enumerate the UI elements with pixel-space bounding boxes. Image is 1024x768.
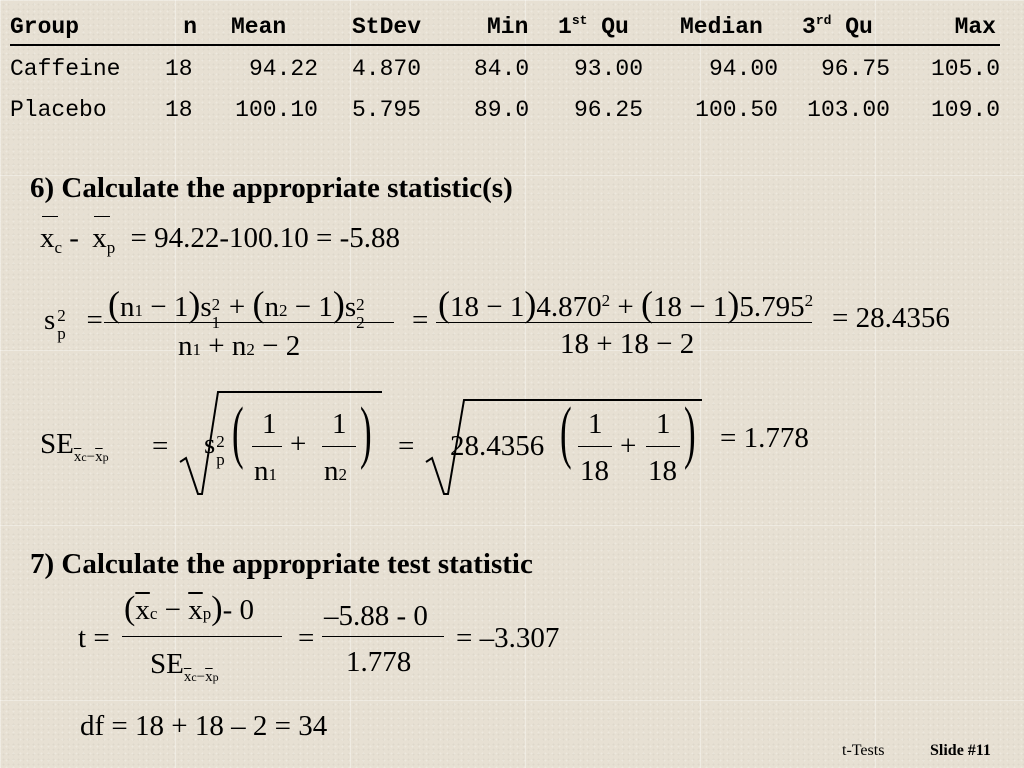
footer-section-title: t-Tests	[842, 742, 885, 759]
fraction-bar	[252, 446, 282, 447]
right-paren: )	[684, 394, 696, 471]
footer-slide-number: Slide #11	[930, 742, 991, 759]
left-paren: (	[560, 394, 572, 471]
header-min: Min	[487, 14, 529, 40]
mean-difference-equation: $x_c$ - $x_p = 94.22-100.10 = -5.88$	[40, 222, 400, 258]
header-max: Max	[954, 14, 996, 40]
cell-q1: 96.25	[574, 97, 644, 123]
standard-error-result: = 1.778	[720, 422, 809, 454]
header-mean: Mean	[231, 14, 287, 40]
t-numeric-denominator: 1.778	[346, 646, 412, 678]
cell-median: 100.50	[695, 97, 778, 123]
cell-max: 105.0	[930, 56, 1000, 82]
fraction-bar	[322, 446, 356, 447]
left-paren: (	[232, 394, 244, 471]
pooled-numeric-denominator: 18 + 18 − 2	[560, 328, 695, 360]
fraction-bar	[436, 322, 812, 323]
cell-stdev: 4.870	[352, 56, 422, 82]
cell-n: 18	[165, 56, 193, 82]
header-median: Median	[680, 14, 763, 40]
table-row-caffeine	[10, 52, 1000, 93]
pooled-variance-result: = 28.4356	[832, 302, 950, 334]
cell-q1: 93.00	[574, 56, 644, 82]
summary-stats-table	[10, 12, 1000, 134]
t-denominator: $SE_{\overline{x}c-\overline{x}p}$	[150, 648, 219, 685]
fraction-bar	[578, 446, 612, 447]
right-paren: )	[360, 394, 372, 471]
pooled-numeric-numerator: $(18 - 1)4.870^2 + (18 - 1)5.795^2$	[438, 284, 814, 324]
table-row-placebo	[10, 93, 1000, 134]
header-q3: 3rd Qu	[802, 13, 873, 40]
fraction-bar	[322, 636, 444, 637]
pooled-numerator: (n1 − 1)s 2 1 + (n2 − 1)s 2 2	[108, 284, 365, 332]
cell-min: 89.0	[474, 97, 530, 123]
step7-heading: 7) Calculate the appropriate test statistic	[30, 548, 533, 580]
header-group: Group	[10, 14, 80, 40]
step6-heading: 6) Calculate the appropriate statistic(s)	[30, 172, 513, 204]
cell-min: 84.0	[474, 56, 530, 82]
cell-median: 94.00	[708, 56, 778, 82]
cell-q3: 103.00	[807, 97, 890, 123]
fraction-bar	[104, 322, 394, 323]
cell-q3: 96.75	[820, 56, 890, 82]
cell-group: Placebo	[10, 97, 107, 123]
degrees-of-freedom: df = 18 + 18 – 2 = 34	[80, 710, 328, 742]
header-q1: 1st Qu	[558, 13, 629, 40]
cell-max: 109.0	[930, 97, 1000, 123]
t-statistic-result: = –3.307	[456, 622, 560, 654]
fraction-bar	[122, 636, 282, 637]
t-numerator: $(\overline{x}c - \overline{x}p)-$ 0	[124, 590, 254, 627]
header-n: n	[183, 14, 197, 40]
t-numeric-numerator: –5.88 - 0	[324, 600, 428, 632]
pooled-denominator: n1 + n2 − 2	[178, 330, 301, 362]
cell-n: 18	[165, 97, 193, 123]
cell-mean: 94.22	[248, 56, 318, 82]
table-header-row	[10, 12, 1000, 46]
cell-mean: 100.10	[235, 97, 318, 123]
fraction-bar	[646, 446, 680, 447]
cell-stdev: 5.795	[352, 97, 422, 123]
header-stdev: StDev	[352, 14, 422, 40]
cell-group: Caffeine	[10, 56, 121, 82]
